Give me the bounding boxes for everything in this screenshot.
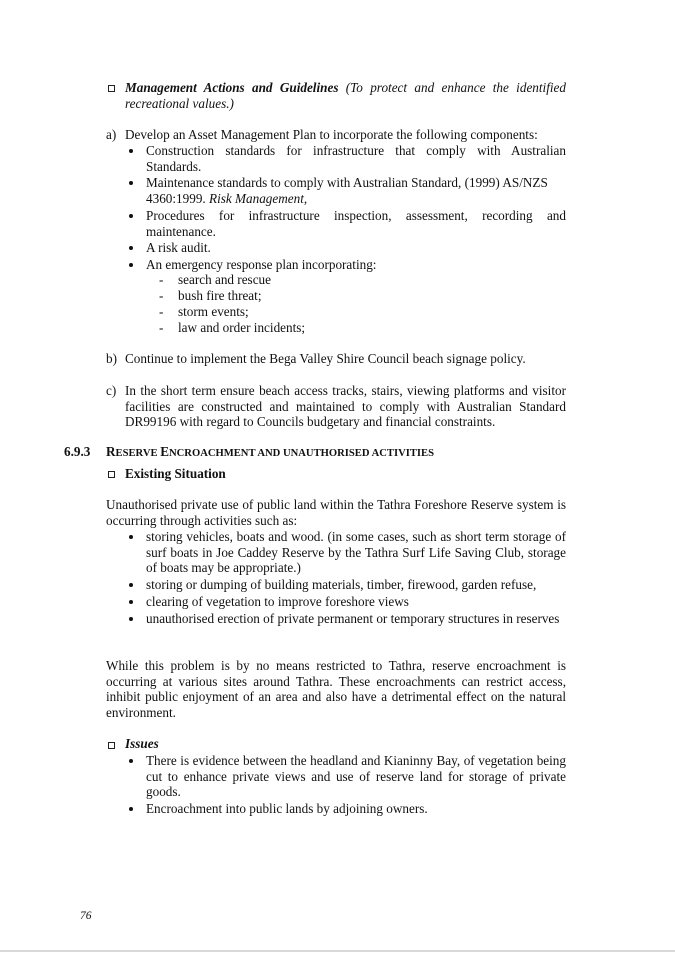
bullet-maintenance: Maintenance standards to comply with Australian Standard, (1999) AS/NZS 4360:1999. Risk Management, xyxy=(146,175,548,206)
checkbox-bullet-icon xyxy=(108,742,115,749)
dash-icon: - xyxy=(159,304,164,319)
bullet-emergency-plan: An emergency response plan incorporating: xyxy=(146,257,377,272)
dash-item-fire: bush fire threat; xyxy=(178,288,262,303)
item-marker-b: b) xyxy=(106,351,117,366)
bullet-icon xyxy=(129,583,133,587)
bullet-icon xyxy=(129,535,133,539)
bullet-unauthorised-erection: unauthorised erection of private permanent or temporary structures in reserves xyxy=(146,611,560,626)
management-subtitle: (To protect and enhance the identified recreational values.) xyxy=(125,80,566,111)
bullet-icon xyxy=(129,246,133,250)
bullet-icon xyxy=(129,600,133,604)
bullet-icon xyxy=(129,214,133,218)
dash-item-law: law and order incidents; xyxy=(178,320,306,335)
dash-icon: - xyxy=(159,288,164,303)
bullet-icon xyxy=(129,759,133,763)
dash-item-storm: storm events; xyxy=(178,304,249,319)
item-b-text: Continue to implement the Bega Valley Shire Council beach signage policy. xyxy=(125,351,526,366)
section-heading: RESERVE ENCROACHMENT AND UNAUTHORISED ACTIVITIES xyxy=(106,444,434,459)
existing-intro: Unauthorised private use of public land within the Tathra Foreshore Reserve system is occurring through activities such as: xyxy=(106,497,566,528)
management-title: Management Actions and Guidelines xyxy=(125,80,339,95)
item-marker-c: c) xyxy=(106,383,117,398)
issues-title: Issues xyxy=(125,736,159,751)
item-marker-a: a) xyxy=(106,127,117,142)
existing-situation-title: Existing Situation xyxy=(125,466,226,481)
dash-icon: - xyxy=(159,272,164,287)
bullet-icon xyxy=(129,617,133,621)
section-number: 6.9.3 xyxy=(64,444,91,459)
bullet-procedures: Procedures for infrastructure inspection, assessment, recording and maintenance. xyxy=(146,208,566,239)
bullet-risk-audit: A risk audit. xyxy=(146,240,211,255)
checkbox-bullet-icon xyxy=(108,471,115,478)
encroachment-paragraph: While this problem is by no means restricted to Tathra, reserve encroachment is occurring at various sites around Tathra. These encroachments can restrict access, inhibit public enjoyment of an area and also have a detrimental effect on the natural environment. xyxy=(106,658,566,720)
bullet-storing-vehicles: storing vehicles, boats and wood. (in some cases, such as short term storage of surf boats in Joe Caddey Reserve by the Tathra Surf Life Saving Club, storage of boats may be appropriate.) xyxy=(146,529,566,576)
page-bottom-edge xyxy=(0,950,675,952)
page-number: 76 xyxy=(80,910,92,922)
dash-icon: - xyxy=(159,320,164,335)
item-a-text: Develop an Asset Management Plan to incorporate the following components: xyxy=(125,127,538,142)
dash-item-search: search and rescue xyxy=(178,272,271,287)
item-c-text: In the short term ensure beach access tracks, stairs, viewing platforms and visitor facilities are constructed and maintained to comply with Australian Standard DR99196 with regard to Councils budgetary and financial constraints. xyxy=(125,383,566,430)
bullet-clearing: clearing of vegetation to improve foreshore views xyxy=(146,594,409,609)
issue-vegetation-cut: There is evidence between the headland and Kianinny Bay, of vegetation being cut to enhance private views and use of reserve land for storage of private goods. xyxy=(146,753,566,800)
bullet-icon xyxy=(129,181,133,185)
bullet-icon xyxy=(129,807,133,811)
issue-encroachment: Encroachment into public lands by adjoining owners. xyxy=(146,801,428,816)
management-heading xyxy=(125,80,566,111)
bullet-icon xyxy=(129,263,133,267)
bullet-construction: Construction standards for infrastructure that comply with Australian Standards. xyxy=(146,143,566,174)
checkbox-bullet-icon xyxy=(108,85,115,92)
bullet-icon xyxy=(129,149,133,153)
bullet-dumping: storing or dumping of building materials, timber, firewood, garden refuse, xyxy=(146,577,537,592)
